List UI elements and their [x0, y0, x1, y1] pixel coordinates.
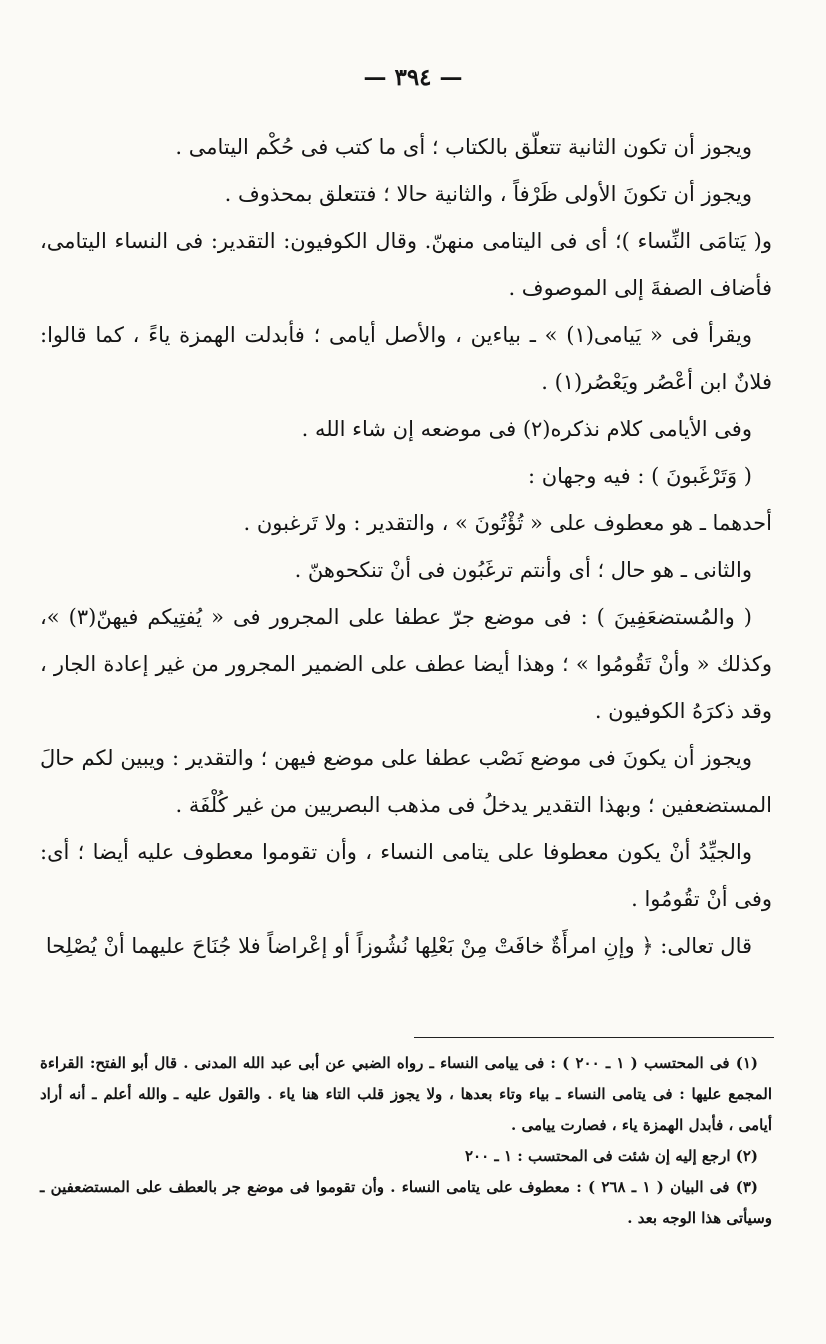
paragraph: أحدهما ـ هو معطوف على « تُؤْتُونَ » ، والتقدير : ولا تَرغبون . — [243, 511, 772, 535]
paragraph: والجيِّدُ أنْ يكون معطوفا على يتامى النساء ، وأن تقوموا معطوف عليه أيضا ؛ أى: وفى أنْ تقُومُوا . — [40, 840, 772, 911]
page-number: — ٣٩٤ — — [363, 64, 463, 91]
paragraph: قال تعالى: ﴿ وإنِ امرأَةٌ خافَتْ مِنْ بَعْلِها نُشُوزاً أو إعْراضاً فلا جُنَاحَ عليهما أنْ يُصْلِحا — [45, 934, 752, 958]
main-text — [40, 124, 772, 970]
paragraph: وفى الأيامى كلام نذكره(٢) فى موضعه إن شاء الله . — [301, 417, 752, 441]
paragraph: والثانى ـ هو حال ؛ أى وأنتم ترغَبُون فى أنْ تنكحوهنّ . — [294, 558, 752, 582]
paragraph: ويقرأ فى « يَيامى(١) » ـ بياءين ، والأصل أيامى ؛ فأبدلت الهمزة ياءً ، كما قالوا: فلانٌ ابن أعْصُر ويَعْصُر(١) . — [40, 323, 772, 394]
footnote: (٣) فى البيان ( ١ ـ ٢٦٨ ) : معطوف على يتامى النساء . وأن تقوموا فى موضع جر بالعطف على المستضعفين ـ وسيأتى هذا الوجه بعد . — [40, 1178, 772, 1227]
paragraph: و( يَتامَى النِّساء )؛ أى فى اليتامى منهنّ. وقال الكوفيون: التقدير: فى النساء اليتامى، فأضاف الصفةَ إلى الموصوف . — [40, 229, 772, 300]
paragraph: ( والمُستضعَفِينَ ) : فى موضع جرّ عطفا على المجرور فى « يُفتِيكم فيهنّ(٣) »، وكذلك « وأنْ تَقُومُوا » ؛ وهذا أيضا عطف على الضمير المجرور من غير إعادة الجار ، وقد ذكرَهُ الكوفيون . — [40, 605, 772, 723]
footnote-separator — [414, 1037, 774, 1038]
paragraph: ويجوز أن تكون الثانية تتعلّق بالكتاب ؛ أى ما كتب فى حُكْم اليتامى . — [175, 135, 752, 159]
paragraph: ويجوز أن تكونَ الأولى ظَرْفاً ، والثانية حالا ؛ فتتعلق بمحذوف . — [224, 182, 752, 206]
footnote: (١) فى المحتسب ( ١ ـ ٢٠٠ ) : فى ييامى النساء ـ رواه الضبي عن أبى عبد الله المدنى . قال أبو الفتح: القراءة المجمع عليها : فى يتامى النساء ـ بياء وتاء بعدها ، ولا يجوز قلب التاء هنا ياء . والقول عليه ـ والله أعلم ـ أنه أراد أيامى ، فأبدل الهمزة ياء ، فصارت ييامى . — [40, 1054, 772, 1134]
footnotes — [40, 1048, 772, 1234]
paragraph: ( وَتَرْغَبونَ ) : فيه وجهان : — [527, 464, 752, 488]
paragraph: ويجوز أن يكونَ فى موضع نَصْب عطفا على موضع فيهن ؛ والتقدير : ويبين لكم حالَ المستضعفين ؛ وبهذا التقدير يدخلُ فى مذهب البصريين من غير كُلْفَة . — [40, 746, 772, 817]
footnote: (٢) ارجع إليه إن شئت فى المحتسب : ١ ـ ٢٠٠ — [464, 1147, 758, 1165]
